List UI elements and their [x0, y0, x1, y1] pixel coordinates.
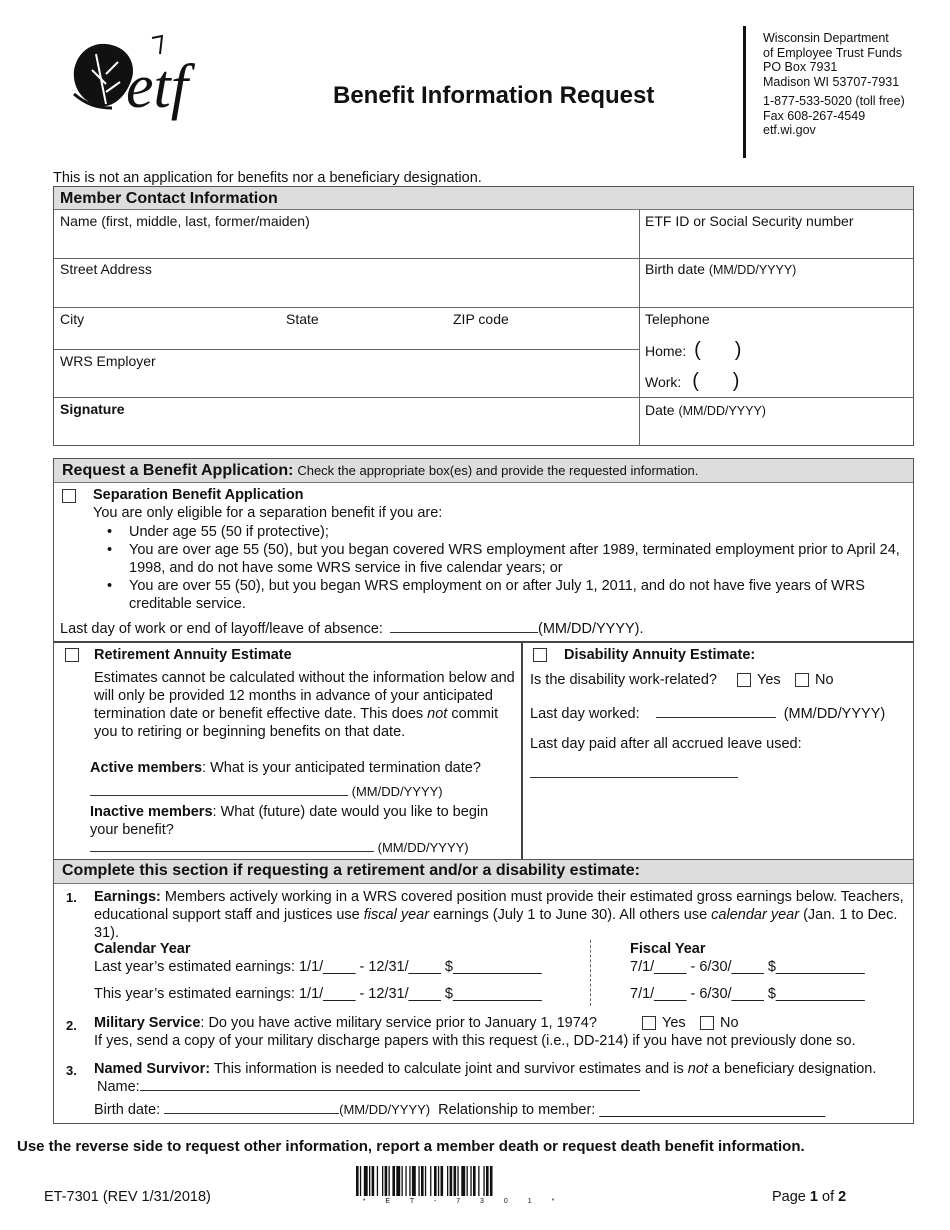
- header-divider: [743, 26, 746, 158]
- last-day-worked-format: (MM/DD/YYYY): [783, 706, 886, 722]
- inactive-members-question: [90, 803, 520, 839]
- survivor-birth-date-field[interactable]: [94, 1102, 825, 1118]
- earnings-fiscal-year: fiscal year: [363, 907, 430, 923]
- signature-date-format: (MM/DD/YYYY): [678, 404, 766, 418]
- barcode-bar: [434, 1166, 437, 1196]
- active-members-text: : What is your anticipated termination date?: [202, 760, 481, 776]
- military-no-checkbox[interactable]: [700, 1016, 714, 1030]
- last-day-of-work-label: Last day of work or end of layoff/leave of absence:: [60, 621, 383, 637]
- military-service-label: Military Service: [94, 1015, 201, 1031]
- earnings-text1: Members actively working in a WRS covered position must provide their estimated gross earnings below. Teachers, educational support staff and justices use: [94, 889, 904, 923]
- fiscal-year-heading: Fiscal Year: [630, 941, 706, 957]
- barcode-bar: [490, 1166, 493, 1196]
- retirement-text-part2: commit you to retiring or beginning benefits on that date.: [94, 706, 499, 740]
- separation-checkbox[interactable]: [62, 489, 76, 503]
- request-benefit-header: [54, 459, 913, 483]
- work-related-no-checkbox[interactable]: [795, 673, 809, 687]
- survivor-name-blank[interactable]: [140, 1090, 640, 1091]
- barcode: [354, 1166, 572, 1206]
- work-phone-field[interactable]: [645, 370, 739, 393]
- barcode-bar: [402, 1166, 403, 1196]
- inactive-begin-date-field[interactable]: [90, 840, 469, 855]
- birth-date-format: (MM/DD/YYYY): [708, 263, 797, 277]
- work-related-yes-checkbox[interactable]: [737, 673, 751, 687]
- barcode-bar: [425, 1166, 426, 1196]
- earnings-instructions: [94, 888, 912, 942]
- agency-line3: PO Box 7931: [763, 60, 838, 74]
- earnings-text3: (Jan. 1 to Dec. 31).: [94, 907, 898, 941]
- last-year-earnings-field[interactable]: Last year’s estimated earnings: 1/1/____ - 12/31/____ $___________: [94, 959, 542, 975]
- page-prefix: Page: [772, 1189, 806, 1205]
- work-paren-close: ): [732, 370, 740, 392]
- form-id: ET-7301 (REV 1/31/2018): [44, 1189, 211, 1205]
- barcode-bar: [486, 1166, 489, 1196]
- this-year-earnings-field[interactable]: This year’s estimated earnings: 1/1/____ - 12/31/____ $___________: [94, 986, 542, 1002]
- military-instructions: If yes, send a copy of your military discharge papers with this request (i.e., DD-214) if you have not previously done so.: [94, 1033, 856, 1049]
- barcode-bar: [454, 1166, 457, 1196]
- named-survivor-emphasis: not: [687, 1061, 708, 1077]
- barcode-bar: [360, 1166, 361, 1196]
- member-contact-heading: Member Contact Information: [60, 190, 278, 207]
- barcode-bar: [405, 1166, 406, 1196]
- agency-web: etf.wi.gov: [763, 123, 816, 137]
- survivor-birth-date-blank[interactable]: [164, 1113, 339, 1114]
- disability-estimate-title: Disability Annuity Estimate:: [564, 647, 756, 663]
- active-members-label: Active members: [90, 760, 203, 776]
- wrs-employer-field[interactable]: WRS Employer: [60, 353, 156, 369]
- barcode-bar: [478, 1166, 479, 1196]
- barcode-bar: [473, 1166, 476, 1196]
- earnings-divider: [590, 940, 591, 1006]
- home-paren-open: (: [694, 339, 701, 361]
- active-termination-date-field[interactable]: [90, 784, 443, 799]
- named-survivor-text1: This information is needed to calculate joint and survivor estimates and is: [213, 1061, 684, 1077]
- barcode-bars: [354, 1166, 572, 1196]
- earnings-text2: earnings (July 1 to June 30). All others use: [433, 907, 708, 923]
- item-number: 2.: [66, 1018, 77, 1033]
- last-day-of-work-field[interactable]: [60, 621, 644, 637]
- signature-date-label: Date: [645, 402, 675, 418]
- last-day-paid-label: Last day paid after all accrued leave used:: [530, 736, 802, 752]
- relationship-field[interactable]: Relationship to member: ____________________________: [438, 1102, 826, 1118]
- active-members-question: [90, 760, 481, 776]
- notice-text: This is not an application for benefits nor a beneficiary designation.: [53, 170, 482, 186]
- barcode-bar: [447, 1166, 448, 1196]
- last-day-worked-field[interactable]: [530, 706, 885, 722]
- inactive-members-text: : What (future) date would you like to begin your benefit?: [90, 804, 489, 838]
- survivor-birth-date-label: Birth date:: [94, 1102, 161, 1118]
- eligibility-item: • You are over 55 (50), but you began WRS employment on or after July 1, 2011, and do not have five years of WRS creditable service.: [95, 577, 910, 613]
- active-termination-date-blank[interactable]: [90, 795, 348, 796]
- zip-field[interactable]: ZIP code: [453, 311, 509, 327]
- barcode-bar: [418, 1166, 419, 1196]
- barcode-bar: [369, 1166, 370, 1196]
- birth-date-field[interactable]: [645, 261, 796, 277]
- last-day-of-work-format: (MM/DD/YYYY).: [538, 621, 644, 637]
- page-total: 2: [838, 1189, 847, 1205]
- inactive-members-label: Inactive members: [90, 804, 213, 820]
- barcode-text: * E T - 7 3 0 1 *: [362, 1198, 564, 1205]
- separation-eligibility-list: [95, 523, 910, 613]
- page-current: 1: [809, 1189, 818, 1205]
- barcode-bar: [483, 1166, 484, 1196]
- estimate-heading: Complete this section if requesting a retirement and/or a disability estimate:: [62, 862, 640, 879]
- military-yes-label: Yes: [662, 1015, 686, 1031]
- logo-text: etf: [126, 53, 188, 121]
- barcode-bar: [412, 1166, 416, 1196]
- separation-intro: You are only eligible for a separation benefit if you are:: [93, 505, 443, 521]
- inactive-begin-date-format: (MM/DD/YYYY): [377, 840, 469, 855]
- home-phone-label: Home:: [645, 343, 687, 359]
- etf-logo: [66, 34, 242, 144]
- disability-estimate-checkbox[interactable]: [533, 648, 547, 662]
- item-number: 3.: [66, 1063, 77, 1078]
- birth-date-label: Birth date: [645, 261, 705, 277]
- barcode-bar: [441, 1166, 444, 1196]
- name-field[interactable]: Name (first, middle, last, former/maiden): [60, 213, 310, 229]
- telephone-label: Telephone: [645, 311, 710, 327]
- agency-line4: Madison WI 53707-7931: [763, 74, 900, 89]
- agency-line2: of Employee Trust Funds: [763, 45, 902, 60]
- separation-title: Separation Benefit Application: [93, 487, 304, 503]
- retirement-estimate-text: [94, 669, 519, 741]
- request-benefit-heading: Request a Benefit Application:: [62, 462, 294, 479]
- work-paren-open: (: [692, 370, 699, 392]
- reverse-side-note: Use the reverse side to request other information, report a member death or request death benefit information.: [17, 1138, 805, 1155]
- barcode-bar: [450, 1166, 453, 1196]
- last-day-worked-blank[interactable]: [656, 717, 776, 718]
- fiscal-earnings-field-1[interactable]: 7/1/____ - 6/30/____ $___________: [630, 959, 865, 975]
- home-paren-close: ): [734, 339, 742, 361]
- barcode-bar: [389, 1166, 390, 1196]
- earnings-label: Earnings:: [94, 889, 161, 905]
- retirement-estimate-title: Retirement Annuity Estimate: [94, 647, 292, 663]
- retirement-text-emphasis: not: [427, 706, 448, 722]
- retirement-estimate-checkbox[interactable]: [65, 648, 79, 662]
- active-termination-date-format: (MM/DD/YYYY): [351, 784, 443, 799]
- barcode-bar: [364, 1166, 368, 1196]
- state-field[interactable]: State: [286, 311, 319, 327]
- eligibility-item: • Under age 55 (50 if protective);: [95, 523, 910, 541]
- survivor-name-label: Name:: [97, 1079, 140, 1095]
- page-title: Benefit Information Request: [333, 82, 655, 109]
- work-related-no-label: No: [815, 672, 834, 688]
- military-service-question: [94, 1015, 597, 1031]
- barcode-bar: [385, 1166, 388, 1196]
- page-of: of: [822, 1189, 835, 1205]
- barcode-bar: [457, 1166, 458, 1196]
- last-day-of-work-blank[interactable]: [390, 632, 538, 633]
- barcode-bar: [409, 1166, 410, 1196]
- page-number: [772, 1189, 846, 1205]
- street-address-field[interactable]: Street Address: [60, 261, 152, 277]
- agency-fax: Fax 608-267-4549: [763, 108, 866, 123]
- estimate-header: [54, 860, 913, 884]
- fiscal-earnings-field-2[interactable]: 7/1/____ - 6/30/____ $___________: [630, 986, 865, 1002]
- retirement-text-part1: Estimates cannot be calculated without the information below and will only be provided 12 months in advance of your anticipated termination date or benefit effective date. This does: [94, 670, 515, 722]
- request-benefit-instructions: Check the appropriate box(es) and provide the requested information.: [297, 463, 699, 478]
- military-service-text: : Do you have active military service prior to January 1, 1974?: [200, 1015, 597, 1031]
- city-field[interactable]: City: [60, 311, 85, 327]
- military-no-label: No: [720, 1015, 739, 1031]
- agency-line1: Wisconsin Department: [763, 31, 889, 45]
- barcode-bar: [392, 1166, 395, 1196]
- barcode-bar: [438, 1166, 439, 1196]
- member-contact-section: [53, 186, 914, 446]
- barcode-bar: [461, 1166, 465, 1196]
- barcode-bar: [382, 1166, 383, 1196]
- named-survivor-text2: a beneficiary designation.: [711, 1061, 877, 1077]
- agency-address: [763, 31, 905, 138]
- inactive-begin-date-blank[interactable]: [90, 851, 374, 852]
- signature-date-field[interactable]: [645, 402, 766, 418]
- named-survivor-instructions: [94, 1060, 894, 1096]
- barcode-bar: [356, 1166, 359, 1196]
- survivor-birth-date-format: (MM/DD/YYYY): [339, 1102, 431, 1117]
- agency-phone: 1-877-533-5020 (toll free): [763, 94, 905, 108]
- etf-id-field[interactable]: ETF ID or Social Security number: [645, 213, 854, 229]
- barcode-bar: [430, 1166, 431, 1196]
- member-contact-header: [54, 187, 913, 210]
- last-day-worked-label: Last day worked:: [530, 706, 640, 722]
- item-number: 1.: [66, 890, 77, 905]
- calendar-year-heading: Calendar Year: [94, 941, 191, 957]
- earnings-calendar-year: calendar year: [711, 907, 800, 923]
- military-yes-checkbox[interactable]: [642, 1016, 656, 1030]
- named-survivor-label: Named Survivor:: [94, 1061, 211, 1077]
- barcode-bar: [396, 1166, 400, 1196]
- barcode-bar: [421, 1166, 424, 1196]
- signature-field[interactable]: Signature: [60, 401, 125, 417]
- barcode-bar: [377, 1166, 378, 1196]
- home-phone-field[interactable]: [645, 339, 741, 362]
- last-day-paid-blank[interactable]: [530, 777, 738, 778]
- barcode-bar: [470, 1166, 471, 1196]
- request-benefit-section: [53, 458, 914, 860]
- work-related-question: Is the disability work-related?: [530, 672, 717, 688]
- eligibility-item: • You are over age 55 (50), but you began covered WRS employment after 1989, terminated employment prior to April 24, 1998, and do not have some WRS service in five calendar years; or: [95, 541, 910, 577]
- estimate-section: [53, 859, 914, 1124]
- work-related-yes-label: Yes: [757, 672, 781, 688]
- work-phone-label: Work:: [645, 374, 682, 390]
- barcode-bar: [372, 1166, 375, 1196]
- barcode-bar: [467, 1166, 468, 1196]
